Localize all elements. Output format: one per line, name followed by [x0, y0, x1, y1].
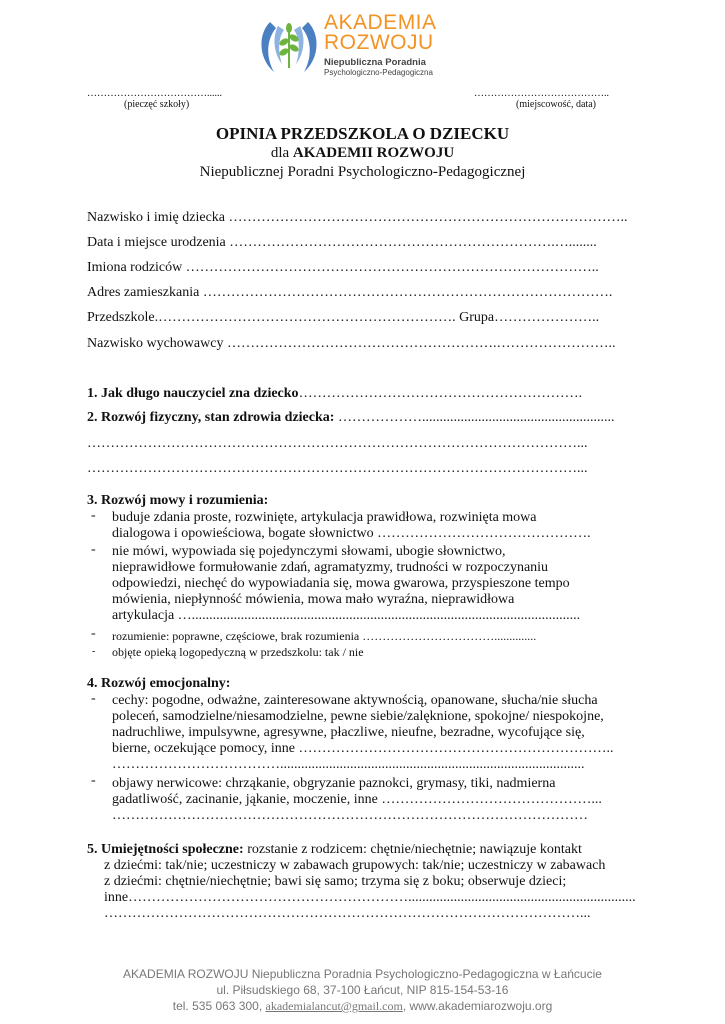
s3-bullet-4: objęte opieką logopedyczną w przedszkolu: tak / nie — [112, 645, 364, 659]
field-child-name: Nazwisko i imię dziecka ………………………………………………………………………….. — [87, 210, 628, 225]
bullet-dash: - — [91, 691, 96, 706]
logo-line-2: ROZWOJU — [324, 31, 434, 54]
section-4-heading: 4. Rozwój emocjonalny: — [87, 676, 231, 691]
place-dots: ………………………………….. — [474, 88, 609, 99]
field-kindergarten-group: Przedszkole.………………………………………………………. Grupa………………….. — [87, 310, 600, 325]
page-title: OPINIA PRZEDSZKOLA O DZIECKU — [215, 124, 510, 143]
s4-bullet-2: objawy nerwicowe: chrząkanie, obgryzanie paznokci, grymasy, tiki, nadmierna gadatliwość, zacinanie, jąkanie, moczenie, inne ………………………………………... ………………………………………………………………………………………… — [112, 776, 602, 823]
bullet-dash: - — [92, 646, 96, 657]
stamp-dots: ………………………………...... — [87, 88, 222, 99]
field-birth: Data i miejsce urodzenia …………………………………………………………….…........ — [87, 235, 597, 250]
bullet-dash: - — [91, 773, 96, 788]
footer-line-1: AKADEMIA ROZWOJU Niepubliczna Poradnia Psychologiczno-Pedagogiczna w Łańcucie — [123, 967, 602, 981]
section-5-body: z dziećmi: tak/nie; uczestniczy w zabawach grupowych: tak/nie; uczestniczy w zabawach z dziećmi: chętnie/niechętnie; bawi się samo; trzyma się z boku; obserwuje dzieci; inne……………………………………………………................................................................. …………………………………………………………………………………………... — [104, 858, 636, 921]
logo-line-1: AKADEMIA — [324, 11, 437, 34]
place-label: (miejscowość, data) — [516, 99, 596, 110]
bullet-dash: - — [91, 508, 96, 523]
page-subtitle: dla AKADEMII ROZWOJU — [270, 145, 455, 161]
section-1: 1. Jak długo nauczyciel zna dziecko……………………………………………………. — [87, 386, 583, 401]
stamp-label: (pieczęć szkoły) — [124, 99, 190, 110]
bullet-dash: - — [91, 542, 96, 557]
logo-emblem-icon — [256, 14, 322, 80]
s3-bullet-3: rozumienie: poprawne, częściowe, brak rozumienia …………………………….............. — [112, 629, 537, 643]
page-subtitle-2: Niepublicznej Poradni Psychologiczno-Pedagogicznej — [199, 164, 526, 180]
logo-line-4: Psychologiczno-Pedagogiczna — [324, 68, 433, 77]
field-teacher: Nazwisko wychowawcy ………………………………………………….…………………….. — [87, 336, 616, 351]
logo-line-3: Niepubliczna Poradnia — [324, 57, 426, 68]
bullet-dash: - — [91, 626, 96, 641]
footer-line-2: ul. Piłsudskiego 68, 37-100 Łańcut, NIP 815-154-53-16 — [216, 983, 509, 997]
section-5-heading: 5. Umiejętności społeczne: rozstanie z rodzicem: chętnie/niechętnie; nawiązuje kontakt — [87, 842, 582, 857]
footer-email-link[interactable]: akademialancut@gmail.com — [265, 999, 403, 1013]
footer-line-3: tel. 535 063 300, akademialancut@gmail.com, www.akademiarozwoju.org — [172, 999, 553, 1013]
logo — [256, 12, 456, 82]
field-address: Adres zamieszkania ……………………………………………………………………………. — [87, 285, 613, 300]
s3-bullet-1: buduje zdania proste, rozwinięte, artykulacja prawidłowa, rozwinięta mowa dialogowa i opowieściowa, bogate słownictwo ………………………………………. — [112, 510, 591, 541]
section-2: 2. Rozwój fizyczny, stan zdrowia dziecka: ………………....................................................... — [87, 410, 615, 425]
s3-bullet-2: nie mówi, wypowiada się pojedynczymi słowami, ubogie słownictwo, nieprawidłowe formułowanie zdań, agramatyzmy, trudności w rozpoczynaniu odpowiedzi, niechęć do wypowiadania się, mowa gwarowa, przyspieszone tempo mówienia, niepłynność mówienia, mowa mało wyraźna, nieprawidłowa artykulacja …............................................................................................................... — [112, 544, 581, 623]
section-2-line-2: ……………………………………………………………………………………………... — [87, 461, 588, 476]
section-3-heading: 3. Rozwój mowy i rozumienia: — [87, 493, 269, 508]
section-2-line-1: ……………………………………………………………………………………………... — [87, 436, 588, 451]
s4-bullet-1: cechy: pogodne, odważne, zainteresowane aktywnością, opanowane, słucha/nie słucha poleceń, samodzielne/niesamodzielne, pewne siebie/zalęknione, spokojne/ niespokojne, nadruchliwe, impulsywne, agresywne, płaczliwe, nieufne, bezradne, wycofujące się, bierne, oczekujące pomocy, inne ………………………………………………………….. ………………………………....................................................................................... — [112, 693, 614, 772]
field-parents: Imiona rodziców …………………………………………………………………………….. — [87, 260, 599, 275]
